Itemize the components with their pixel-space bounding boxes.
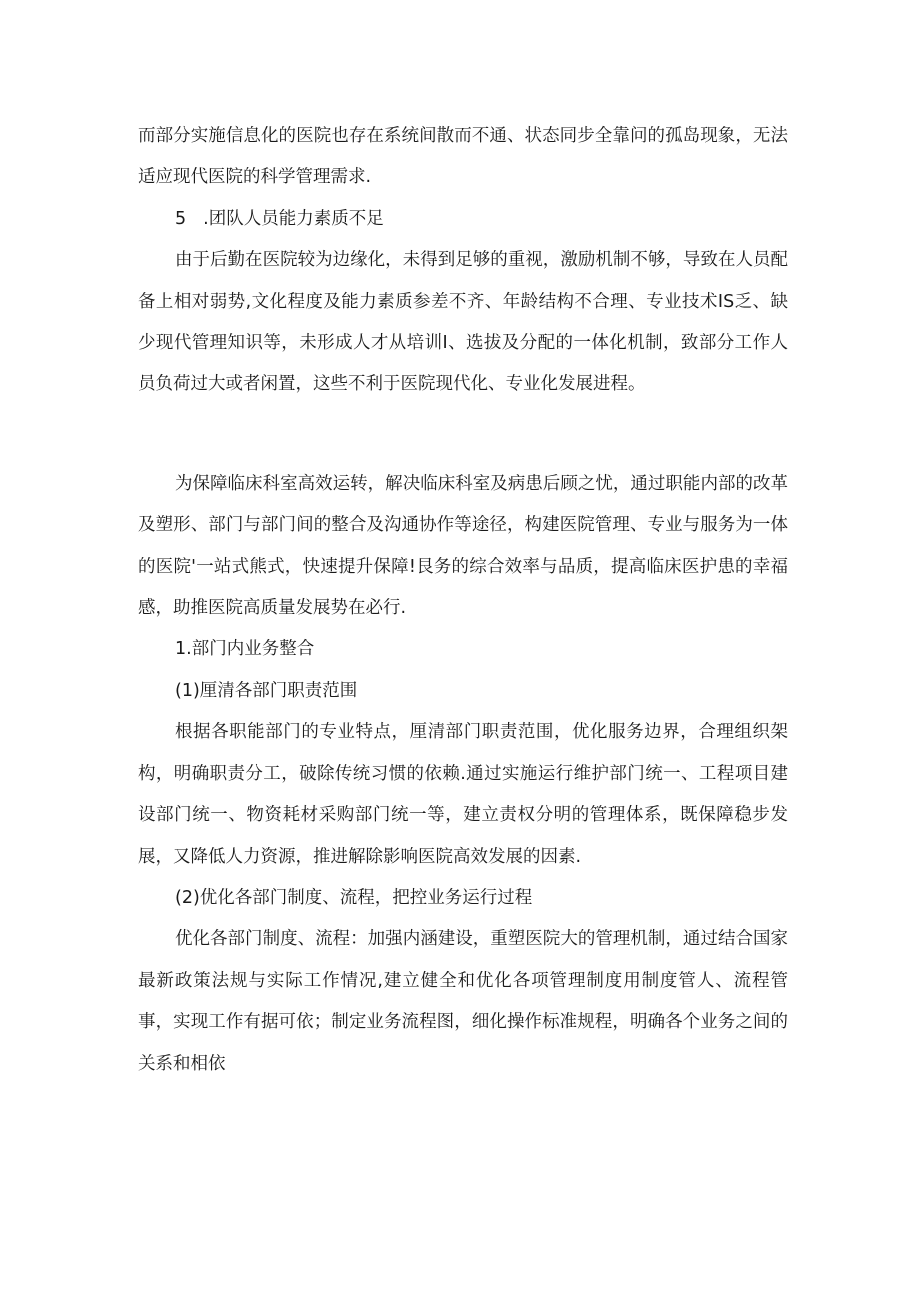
section-heading-1: 1.部门内业务整合 <box>175 639 315 660</box>
subsection-heading-1-2: (2)优化各部门制度、流程，把控业务运行过程 <box>175 887 533 908</box>
subsection-heading-1-1: (1)厘清各部门职责范围 <box>175 680 358 701</box>
paragraph-scope: 根据各职能部门的专业特点，厘清部门职责范围，优化服务边界，合理组织架构，明确职责分工，破除传统习惯的依赖.通过实施运行维护部门统一、工程项目建设部门统一、物资耗材采购部门统一等，建立责权分明的管理体系，既保障稳步发展，又降低人力资源，推进解除影响医院高效发展的因素. <box>138 722 788 867</box>
paragraph-goal: 为保障临床科室高效运转，解决临床科室及病患后顾之忧，通过职能内部的改革及塑形、部门与部门间的整合及沟通协作等途径，构建医院管理、专业与服务为一体的医院'一站式熊式，快速提升保障!艮务的综合效率与品质，提高临床医护患的幸福感，助推医院高质量发展势在必行. <box>138 473 788 619</box>
blank-gap <box>138 406 788 464</box>
document-body <box>138 116 788 1085</box>
section-heading-5 <box>138 199 788 240</box>
heading-number: 5 <box>175 208 187 229</box>
paragraph-team-capability: 由于后勤在医院较为边缘化，未得到足够的重视，激励机制不够，导致在人员配备上相对弱势,文化程度及能力素质参差不齐、年龄结构不合理、专业技术IS乏、缺少现代管理知识等，未形成人才从培训I、选拔及分配的一体化机制，致部分工作人员负荷过大或者闲置，这些不利于医院现代化、专业化发展进程。 <box>138 250 788 395</box>
heading-text: .团队人员能力素质不足 <box>203 208 384 229</box>
paragraph-intro-tail: 而部分实施信息化的医院也存在系统间散而不通、状态同步全靠问的孤岛现象，无法适应现代医院的科学管理需求. <box>138 126 788 188</box>
paragraph-optimize: 优化各部门制度、流程：加强内涵建设，重塑医院大的管理机制，通过结合国家最新政策法规与实际工作情况,建立健全和优化各项管理制度用制度管人、流程管事，实现工作有据可依；制定业务流程图，细化操作标准规程，明确各个业务之间的关系和相依 <box>138 929 788 1074</box>
